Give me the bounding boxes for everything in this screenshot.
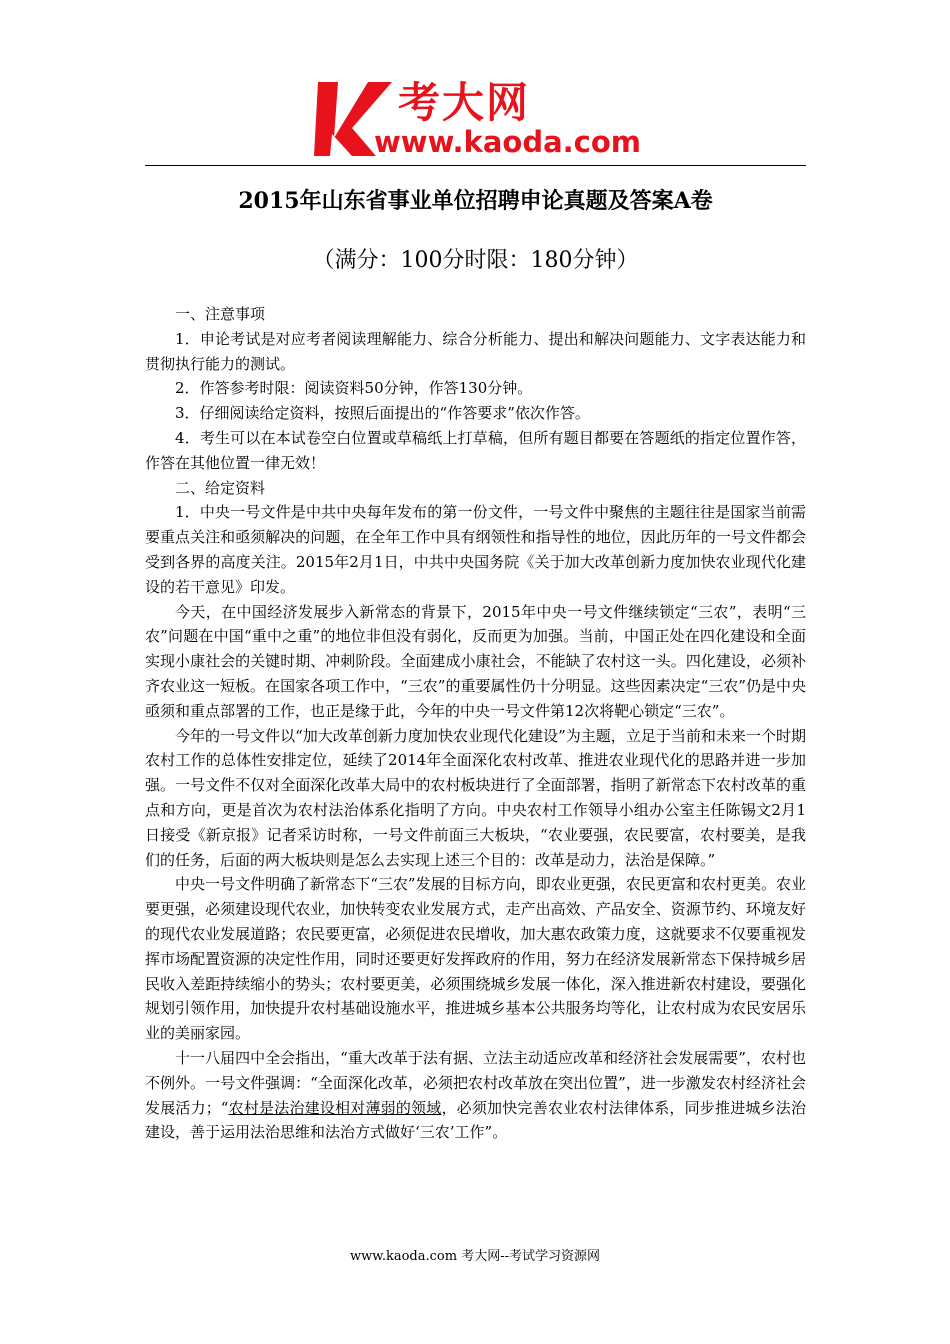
paragraph: 2．作答参考时限：阅读资料50分钟，作答130分钟。	[175, 379, 533, 398]
paragraph: 今年的一号文件以“加大改革创新力度加快农业现代化建设”为主题，立足于当前和未来一个时期农村工作的总体性安排定位，延续了2014年全面深化农村改革、推进农业现代化的思路并进一步加强。一号文件不仅对全面深化改革大局中的农村板块进行了全面部署，指明了新常态下农村改革的重点和方向，更是首次为农村法治体系化指明了方向。中央农村工作领导小组办公室主任陈锡文2月1日接受《新京报》记者采访时称，一号文件前面三大板块，“农业要强，农民要富，农村要美，是我们的任务，后面的两大板块则是怎么去实现上述三个目的：改革是动力，法治是保障。”	[145, 726, 806, 869]
paragraph: 今天，在中国经济发展步入新常态的背景下，2015年中央一号文件继续锁定“三农”，表明“三农”问题在中国“重中之重”的地位非但没有弱化，反而更为加强。当前，中国正处在四化建设和全面实现小康社会的关键时期、冲刺阶段。全面建成小康社会，不能缺了农村这一头。四化建设，必须补齐农业这一短板。在国家各项工作中，“三农”的重要属性仍十分明显。这些因素决定“三农”仍是中央亟须和重点部署的工作，也正是缘于此，今年的中央一号文件第12次将靶心锁定“三农”。	[145, 602, 806, 720]
document-title: 2015年山东省事业单位招聘申论真题及答案A卷	[238, 188, 713, 214]
site-logo[interactable]	[312, 78, 652, 158]
paragraph: 中央一号文件明确了新常态下“三农”发展的目标方向，即农业更强，农民更富和农村更美。农业要更强，必须建设现代农业，加快转变农业发展方式，走产出高效、产品安全、资源节约、环境友好的现代农业发展道路；农民要更富，必须促进农民增收，加大惠农政策力度，这就要求不仅要重视发挥市场配置资源的决定性作用，同时还要更好发挥政府的作用，努力在经济发展新常态下保持城乡居民收入差距持续缩小的势头；农村要更美，必须围绕城乡发展一体化，深入推进新农村建设，要强化规划引领作用，加快提升农村基础设施水平，推进城乡基本公共服务均等化，让农村成为农民安居乐业的美丽家园。	[145, 875, 806, 1043]
paragraph: 3．仔细阅读给定资料，按照后面提出的“作答要求”依次作答。	[175, 404, 590, 423]
paragraph: 4．考生可以在本试卷空白位置或草稿纸上打草稿，但所有题目都要在答题纸的指定位置作答，作答在其他位置一律无效！	[145, 428, 806, 472]
text-span: ，必须加快完善农业农村法律体系，同步推进城乡法治建设，善于运用法治思维和法治方式做好‘三农’工作”。	[145, 1098, 806, 1142]
document-body	[145, 302, 806, 1145]
page-footer: www.kaoda.com 考大网--考试学习资源网	[350, 1249, 600, 1264]
text-span: 十一八届四中全会指出，“重大改革于法有据、立法主动适应改革和经济社会发展需要”，农村也不例外。一号文件强调：“全面深化改革，必须把农村改革放在突出位置”，进一步激发农村经济社会发展活力；“	[145, 1048, 806, 1117]
logo-url: www.kaoda.com	[374, 125, 641, 159]
section-heading-notes: 一、注意事项	[175, 305, 266, 323]
header-divider	[145, 165, 806, 166]
section-heading-materials: 二、给定资料	[175, 478, 266, 497]
logo-brand-name: 考大网	[398, 78, 531, 127]
paragraph: 1．中央一号文件是中共中央每年发布的第一份文件，一号文件中聚焦的主题往往是国家当前需要重点关注和亟须解决的问题，在全年工作中具有纲领性和指导性的地位，因此历年的一号文件都会受到各界的高度关注。2015年2月1日，中共中央国务院《关于加大改革创新力度加快农业现代化建设的若干意见》印发。	[145, 503, 806, 596]
paragraph-last	[145, 1046, 806, 1145]
document-subtitle: （满分：100分时限：180分钟）	[312, 248, 639, 273]
paragraph: 1．申论考试是对应考者阅读理解能力、综合分析能力、提出和解决问题能力、文字表达能力和贯彻执行能力的测试。	[145, 329, 806, 373]
underlined-text: 农村是法治建设相对薄弱的领域	[228, 1098, 442, 1117]
